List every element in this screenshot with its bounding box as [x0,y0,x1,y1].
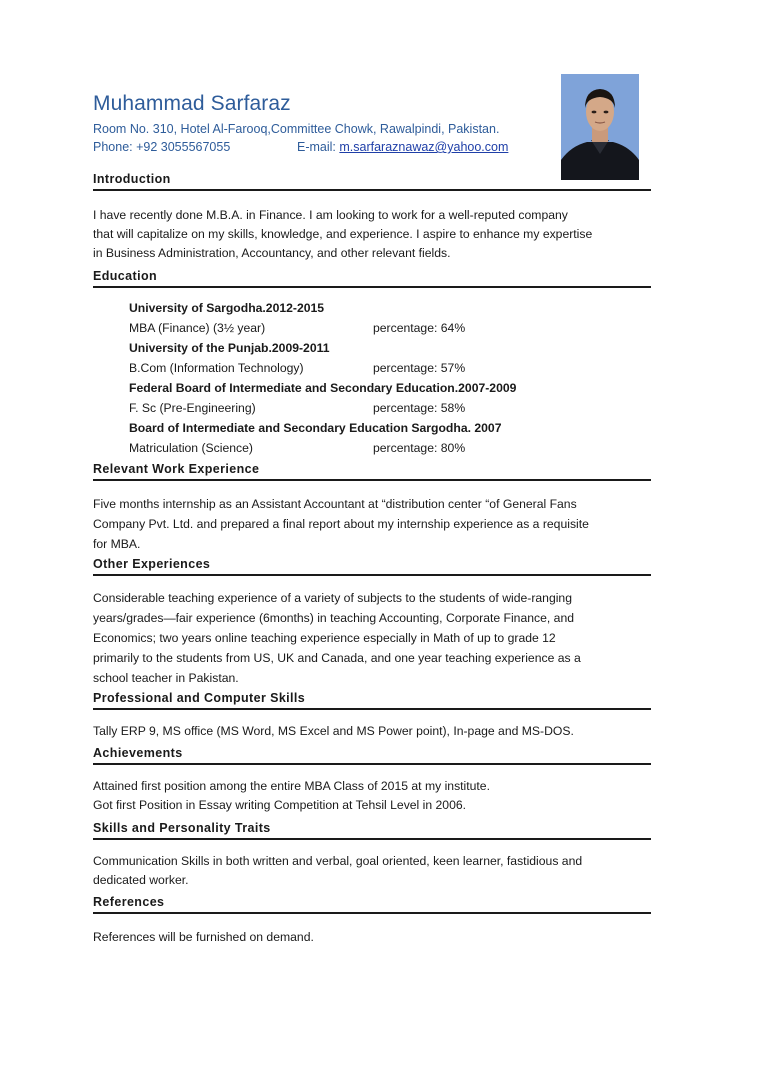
personality-traits-section [93,820,651,840]
education-school: Federal Board of Intermediate and Secondary Education.2007-2009 [129,381,517,395]
portrait-image [561,74,639,180]
text-line: Communication Skills in both written and verbal, goal oriented, keen learner, fastidious and [93,854,583,868]
references-text [93,928,653,947]
text-line: Got first Position in Essay writing Competition at Tehsil Level in 2006. [93,798,467,812]
achievements-section [93,745,651,765]
text-line: school teacher in Pakistan. [93,671,239,685]
education-percentage: percentage: 57% [373,361,466,375]
section-title-introduction: Introduction [93,172,171,186]
section-divider [93,189,651,191]
education-school: University of Sargodha.2012-2015 [129,301,325,315]
email-link[interactable]: m.sarfaraznawaz@yahoo.com [339,140,509,154]
text-line: primarily to the students from US, UK and Canada, and one year teaching experience as a [93,651,581,665]
other-experiences-section [93,556,651,576]
section-title-achievements: Achievements [93,746,183,760]
text-line: References will be furnished on demand. [93,930,314,944]
education-percentage: percentage: 58% [373,401,466,415]
introduction-text [93,206,653,263]
personality-traits-text [93,852,653,890]
education-percentage: percentage: 64% [373,321,466,335]
section-title-skills: Professional and Computer Skills [93,691,306,705]
email-label: E-mail: [297,140,340,154]
section-divider [93,838,651,840]
computer-skills-section [93,690,651,710]
phone: Phone: +92 3055567055 [93,140,231,154]
section-title-other: Other Experiences [93,557,211,571]
achievements-text [93,777,653,815]
candidate-name: Muhammad Sarfaraz [93,92,291,115]
text-line: dedicated worker. [93,873,189,887]
text-line: Tally ERP 9, MS office (MS Word, MS Excel and MS Power point), In-page and MS-DOS. [93,724,574,738]
address: Room No. 310, Hotel Al-Farooq,Committee Chowk, Rawalpindi, Pakistan. [93,122,500,136]
text-line: that will capitalize on my skills, knowledge, and experience. I aspire to enhance my expertise [93,227,593,241]
text-line: Economics; two years online teaching experience especially in Math of up to grade 12 [93,631,556,645]
work-experience-text [93,494,653,554]
education-percentage: percentage: 80% [373,441,466,455]
text-line: years/grades—fair experience (6months) in teaching Accounting, Corporate Finance, and [93,611,574,625]
education-degree: F. Sc (Pre-Engineering) [129,401,256,415]
work-experience-section [93,461,651,481]
profile-photo [561,74,639,180]
introduction-section [93,171,651,191]
education-degree: MBA (Finance) (3½ year) [129,321,266,335]
computer-skills-text [93,722,653,741]
section-title-education: Education [93,269,158,283]
text-line: for MBA. [93,537,141,551]
section-divider [93,708,651,710]
education-degree: B.Com (Information Technology) [129,361,304,375]
section-divider [93,574,651,576]
section-title-references: References [93,895,165,909]
section-divider [93,912,651,914]
education-school: Board of Intermediate and Secondary Education Sargodha. 2007 [129,421,502,435]
education-degree: Matriculation (Science) [129,441,253,455]
references-section [93,894,651,914]
section-divider [93,479,651,481]
other-experiences-text [93,588,653,688]
education-school: University of the Punjab.2009-2011 [129,341,330,355]
section-title-traits: Skills and Personality Traits [93,821,271,835]
text-line: in Business Administration, Accountancy, and other relevant fields. [93,246,451,260]
email-line [297,140,508,154]
text-line: Attained first position among the entire MBA Class of 2015 at my institute. [93,779,490,793]
section-title-work: Relevant Work Experience [93,462,260,476]
text-line: Company Pvt. Ltd. and prepared a final report about my internship experience as a requisite [93,517,589,531]
education-section [93,268,651,288]
text-line: Considerable teaching experience of a variety of subjects to the students of wide-ranging [93,591,572,605]
text-line: I have recently done M.B.A. in Finance. I am looking to work for a well-reputed company [93,208,568,222]
section-divider [93,286,651,288]
section-divider [93,763,651,765]
text-line: Five months internship as an Assistant Accountant at “distribution center “of General Fans [93,497,577,511]
